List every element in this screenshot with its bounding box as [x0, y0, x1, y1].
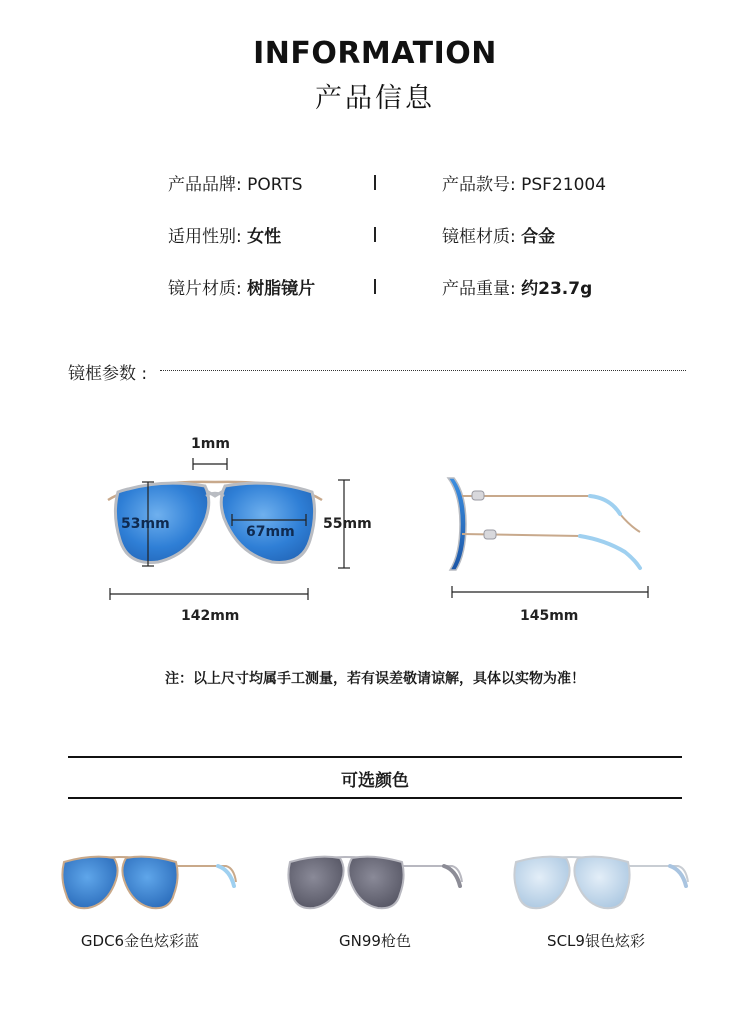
- lens-material-value: 树脂镜片: [247, 279, 316, 299]
- colors-section-title: 可选颜色: [341, 771, 409, 791]
- weight-label: 产品重量:: [442, 279, 522, 299]
- page-title-cn: 产品信息: [315, 83, 435, 114]
- brand-label: 产品品牌:: [168, 175, 248, 195]
- side-view-glasses: [440, 474, 660, 574]
- page-title-en: INFORMATION: [253, 36, 497, 71]
- gender-label: 适用性别:: [168, 227, 248, 247]
- model-value: PSF21004: [521, 175, 607, 195]
- frame-material-value: 合金: [521, 227, 556, 247]
- bridge-dimension: 1mm: [191, 436, 230, 452]
- variant-scl9-glasses[interactable]: [510, 852, 690, 918]
- section-rule-top: [68, 756, 682, 758]
- variant-gn99-label: GN99枪色: [339, 932, 411, 950]
- variant-scl9-label: SCL9银色炫彩: [547, 932, 645, 950]
- lens-height-dimension: 53mm: [121, 516, 170, 532]
- variant-gdc6-glasses[interactable]: [58, 852, 238, 918]
- model-label: 产品款号:: [442, 175, 522, 195]
- brand-value: PORTS: [247, 175, 303, 195]
- lens-width-dimension: 67mm: [246, 524, 295, 540]
- variant-gn99-glasses[interactable]: [284, 852, 464, 918]
- weight-value: 约23.7g: [521, 279, 593, 299]
- frame-params-label: 镜框参数 :: [68, 364, 148, 384]
- lens-material-label: 镜片材质:: [168, 279, 248, 299]
- frame-height-dimension: 55mm: [323, 516, 372, 532]
- gender-value: 女性: [247, 227, 282, 247]
- section-rule-bottom: [68, 797, 682, 799]
- variant-gdc6-label: GDC6金色炫彩蓝: [80, 932, 200, 950]
- frame-material-label: 镜框材质:: [442, 227, 522, 247]
- frame-width-dimension: 142mm: [181, 608, 240, 624]
- measurement-note: 注：以上尺寸均属手工测量，若有误差敬请谅解，具体以实物为准！: [165, 671, 585, 687]
- temple-length-dimension: 145mm: [520, 608, 579, 624]
